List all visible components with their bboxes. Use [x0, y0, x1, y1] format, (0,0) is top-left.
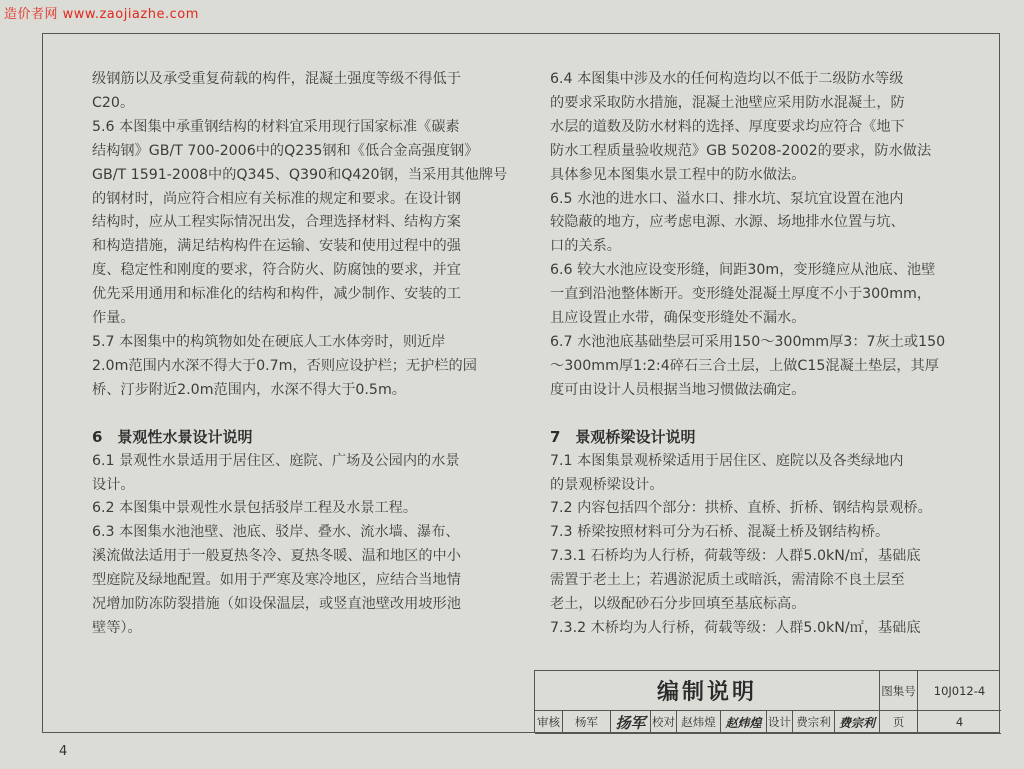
- section-title-7: 7 景观桥梁设计说明: [550, 427, 696, 446]
- left-column: [92, 68, 522, 641]
- text-line: 7.1 本图集景观桥梁适用于居住区、庭院以及各类绿地内: [550, 452, 904, 469]
- text-line: 溪流做法适用于一般夏热冬冷、夏热冬暖、温和地区的中小: [92, 548, 461, 565]
- text-line: 桥、汀步附近2.0m范围内，水深不得大于0.5m。: [92, 381, 406, 398]
- text-line: 5.6 本图集中承重钢结构的材料宜采用现行国家标准《碳素: [92, 118, 460, 135]
- text-line: 老土，以级配砂石分步回填至基底标高。: [550, 596, 806, 613]
- text-line: 度可由设计人员根据当地习惯做法确定。: [550, 381, 806, 398]
- text-line: 况增加防冻防裂措施（如设保温层，或竖直池壁改用坡形池: [92, 596, 461, 613]
- text-line: 设计。: [92, 476, 135, 493]
- check-name: 赵炜煌: [677, 711, 721, 734]
- text-line: C20。: [92, 94, 135, 111]
- text-line: 7.3.1 石桥均为人行桥，荷载等级：人群5.0kN/㎡，基础底: [550, 548, 921, 565]
- review-sig-text: 扬军: [615, 713, 646, 732]
- text-line: 作量。: [92, 310, 135, 327]
- review-name: 杨军: [563, 711, 611, 734]
- review-label: 审核: [535, 711, 563, 734]
- page-label: 页: [880, 711, 918, 734]
- text-line: ～300mm厚1:2:4碎石三合土层，上做C15混凝土垫层，其厚: [550, 357, 939, 374]
- design-name: 费宗利: [793, 711, 835, 734]
- right-column: [550, 68, 980, 641]
- section-title-6: 6 景观性水景设计说明: [92, 427, 253, 446]
- text-line: 型庭院及绿地配置。如用于严寒及寒冷地区，应结合当地情: [92, 572, 461, 589]
- text-line: 结构时，应从工程实际情况出发，合理选择材料、结构方案: [92, 214, 461, 231]
- text-line: 结构钢》GB/T 700-2006中的Q235钢和《低合金高强度钢》: [92, 142, 479, 159]
- check-label: 校对: [651, 711, 677, 734]
- text-line: 口的关系。: [550, 238, 621, 255]
- text-line: 6.2 本图集中景观性水景包括驳岸工程及水景工程。: [92, 500, 418, 517]
- text-line: 需置于老土上；若遇淤泥质土或暗浜，需清除不良土层至: [550, 572, 905, 589]
- text-line: 较隐蔽的地方，应考虑电源、水源、场地排水位置与坑、: [550, 214, 905, 231]
- text-line: 6.3 本图集水池池壁、池底、驳岸、叠水、流水墙、瀑布、: [92, 524, 460, 541]
- atlas-label: 图集号: [880, 671, 918, 711]
- text-line: 6.7 水池池底基础垫层可采用150～300mm厚3：7灰土或150: [550, 333, 946, 350]
- drawing-title: 编制说明: [535, 671, 880, 711]
- page-number-cell: 4: [918, 711, 1001, 734]
- text-line: 7.3.2 木桥均为人行桥，荷载等级：人群5.0kN/㎡，基础底: [550, 619, 921, 636]
- text-line: 级钢筋以及承受重复荷载的构件，混凝土强度等级不得低于: [92, 71, 461, 87]
- text-line: 6.4 本图集中涉及水的任何构造均以不低于二级防水等级: [550, 71, 904, 87]
- page-number: 4: [59, 744, 68, 759]
- right-lines-a: [550, 68, 980, 403]
- review-signature: [611, 711, 651, 734]
- text-line: 7.2 内容包括四个部分：拱桥、直桥、折桥、钢结构景观桥。: [550, 500, 932, 517]
- text-line: 和构造措施，满足结构构件在运输、安装和使用过程中的强: [92, 238, 461, 255]
- text-line: 防水工程质量验收规范》GB 50208-2002的要求，防水做法: [550, 142, 932, 159]
- text-line: 度、稳定性和刚度的要求，符合防火、防腐蚀的要求，并宜: [92, 262, 461, 279]
- text-line: 壁等）。: [92, 619, 142, 636]
- watermark-text: 造价者网 www.zaojiazhe.com: [4, 7, 199, 22]
- atlas-number: 10J012-4: [918, 671, 1001, 711]
- text-line: 优先采用通用和标准化的结构和构件，减少制作、安装的工: [92, 286, 461, 303]
- text-line: 6.6 较大水池应设变形缝，间距30m，变形缝应从池底、池壁: [550, 262, 936, 279]
- text-line: 7.3 桥梁按照材料可分为石桥、混凝土桥及钢结构桥。: [550, 524, 890, 541]
- design-sig-text: 费宗利: [838, 715, 875, 730]
- text-line: 一直到沿池整体断开。变形缝处混凝土厚度不小于300mm，: [550, 286, 932, 303]
- check-sig-text: 赵炜煌: [725, 715, 762, 730]
- text-line: 6.1 景观性水景适用于居住区、庭院、广场及公园内的水景: [92, 452, 460, 469]
- text-line: 6.5 水池的进水口、溢水口、排水坑、泵坑宜设置在池内: [550, 190, 904, 207]
- text-line: 2.0m范围内水深不得大于0.7m，否则应设护栏；无护栏的园: [92, 357, 477, 374]
- title-block: [534, 670, 1000, 733]
- design-signature: [835, 711, 880, 734]
- left-lines-b: [92, 450, 522, 641]
- text-line: 的景观桥梁设计。: [550, 476, 664, 493]
- text-line: 具体参见本图集水景工程中的防水做法。: [550, 166, 806, 183]
- right-lines-b: [550, 450, 980, 641]
- text-line: 的要求采取防水措施，混凝土池壁应采用防水混凝土，防: [550, 94, 905, 111]
- text-line: 水层的道数及防水材料的选择、厚度要求均应符合《地下: [550, 118, 905, 135]
- text-line: 且应设置止水带，确保变形缝处不漏水。: [550, 310, 806, 327]
- design-label: 设计: [767, 711, 793, 734]
- text-line: GB/T 1591-2008中的Q345、Q390和Q420钢，当采用其他牌号: [92, 166, 508, 183]
- text-line: 5.7 本图集中的构筑物如处在硬底人工水体旁时，则近岸: [92, 333, 446, 350]
- text-line: 的钢材时，尚应符合相应有关标准的规定和要求。在设计钢: [92, 190, 461, 207]
- left-lines-a: [92, 68, 522, 403]
- check-signature: [721, 711, 767, 734]
